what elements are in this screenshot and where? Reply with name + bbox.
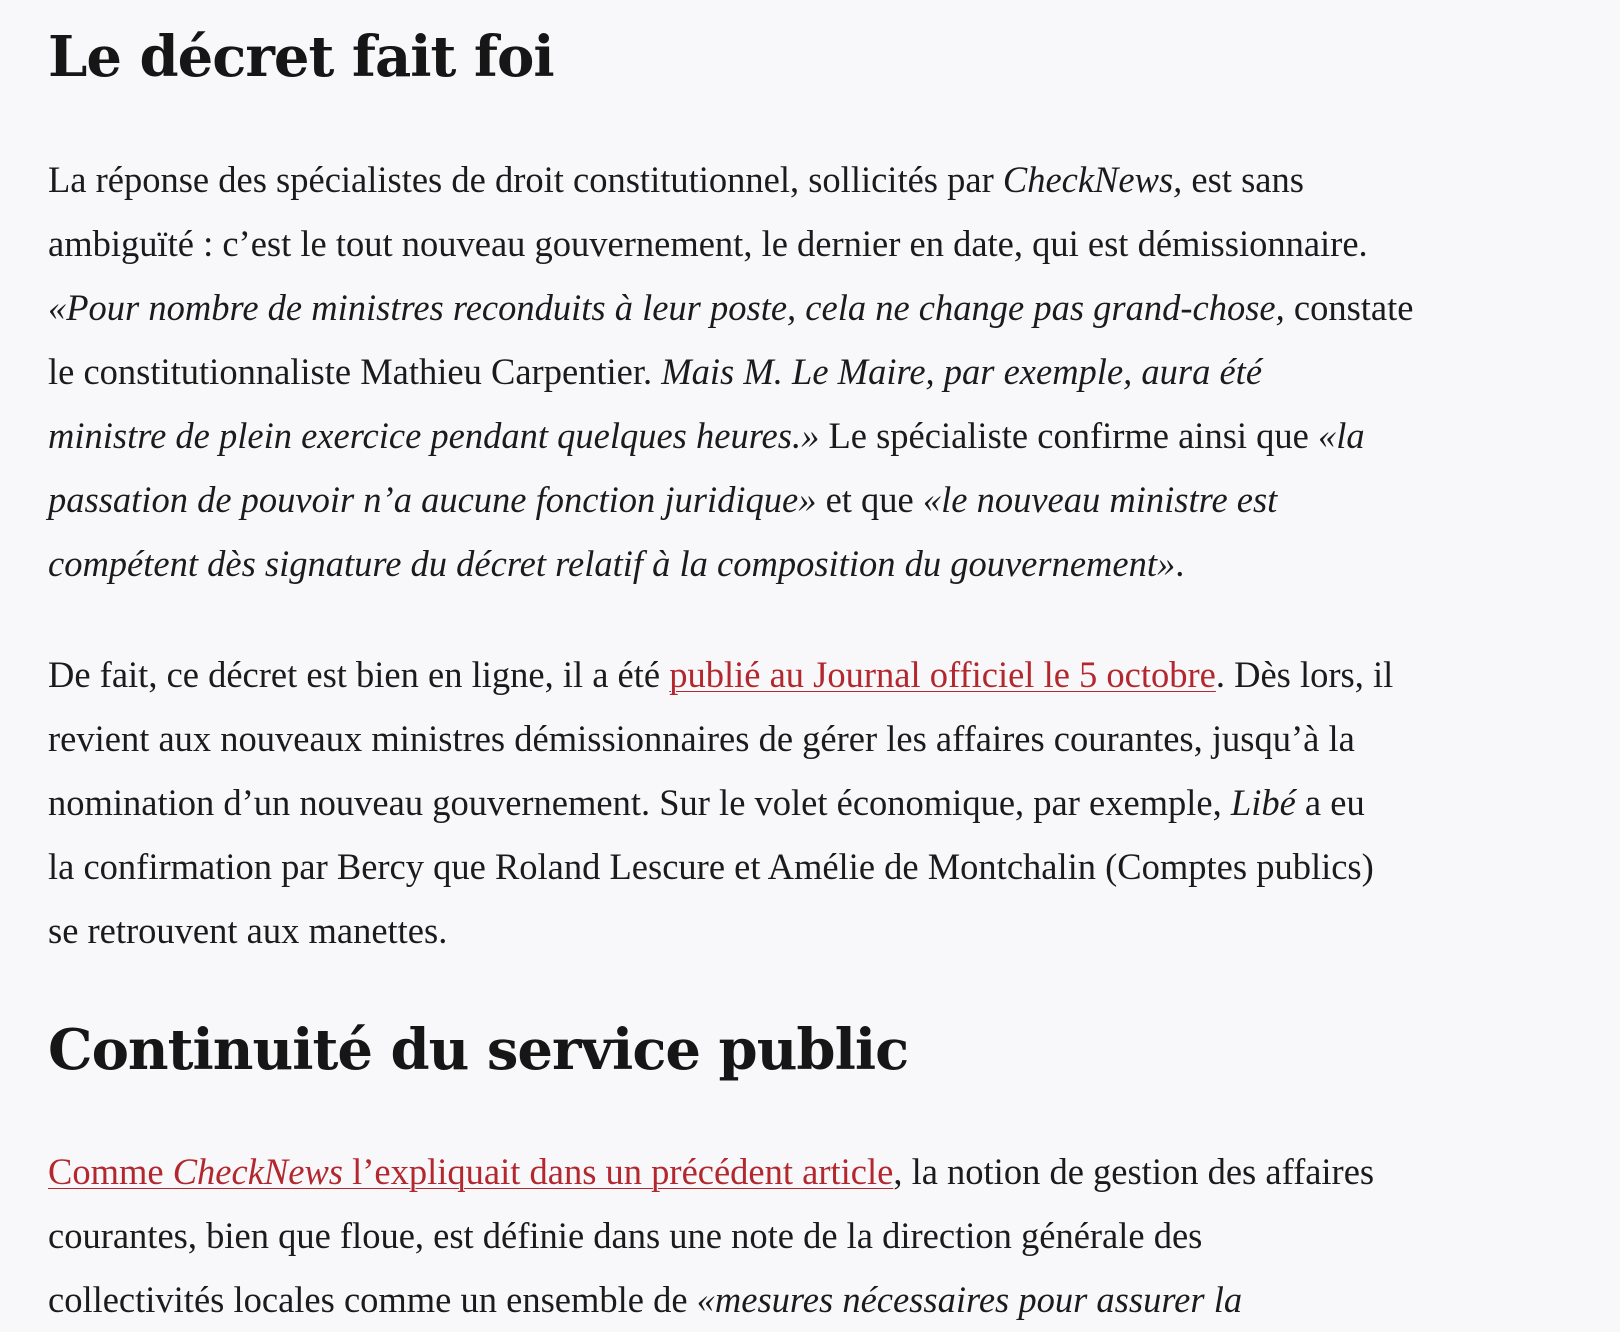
text-span: est sans <box>1182 159 1304 200</box>
text-span: De fait, ce décret est bien en ligne, il a été <box>48 654 670 695</box>
paragraph-affaires-courantes <box>48 1140 1588 1332</box>
text-span: , la notion de gestion des affaires <box>893 1151 1375 1192</box>
text-span: La réponse des spécialistes de droit constitutionnel, sollicités par <box>48 159 1003 200</box>
quote-span: Mais M. Le Maire, par exemple, aura été <box>661 351 1263 392</box>
text-span: le constitutionnaliste Mathieu Carpentier. <box>48 351 662 392</box>
text-line <box>48 771 1588 835</box>
quote-span: «le nouveau ministre est <box>922 479 1278 520</box>
text-line <box>48 1268 1588 1332</box>
quote-span: «Pour nombre de ministres reconduits à leur poste, cela ne change pas grand-chose, <box>48 287 1285 328</box>
text-line <box>48 468 1588 532</box>
text-span: constate <box>1284 287 1414 328</box>
link-text: l’expliquait dans un précédent article <box>343 1151 894 1192</box>
text-line <box>48 532 1588 596</box>
text-line <box>48 643 1588 707</box>
text-span: . Dès lors, il <box>1215 654 1394 695</box>
quote-span: «la <box>1318 415 1365 456</box>
publication-name: CheckNews <box>172 1151 343 1192</box>
text-line <box>48 1140 1588 1204</box>
text-line: ambiguïté : c’est le tout nouveau gouvernement, le dernier en date, qui est démissionnaire. <box>48 223 1368 264</box>
link-text: Comme <box>48 1151 173 1192</box>
text-span: . <box>1175 543 1185 584</box>
text-span: nomination d’un nouveau gouvernement. Sur le volet économique, par exemple, <box>48 782 1231 823</box>
text-span: collectivités locales comme un ensemble de <box>48 1279 697 1320</box>
quote-span: compétent dès signature du décret relatif à la composition du gouvernement» <box>48 543 1176 584</box>
text-line <box>48 276 1588 340</box>
text-line: revient aux nouveaux ministres démissionnaires de gérer les affaires courantes, jusqu’à la <box>48 718 1355 759</box>
text-line: courantes, bien que floue, est définie dans une note de la direction générale des <box>48 1215 1203 1256</box>
text-line: se retrouvent aux manettes. <box>48 910 448 951</box>
quote-span: «mesures nécessaires pour assurer la <box>696 1279 1243 1320</box>
section-heading-continuite: Continuité du service public <box>48 1017 909 1083</box>
text-line <box>48 148 1588 212</box>
text-line <box>48 340 1588 404</box>
publication-name: CheckNews, <box>1002 159 1183 200</box>
quote-span: ministre de plein exercice pendant quelques heures.» <box>48 415 820 456</box>
section-heading-decret: Le décret fait foi <box>48 24 554 90</box>
journal-officiel-link[interactable]: publié au Journal officiel le 5 octobre <box>669 654 1216 695</box>
quote-span: passation de pouvoir n’a aucune fonction juridique» <box>48 479 817 520</box>
text-span: Le spécialiste confirme ainsi que <box>819 415 1318 456</box>
text-span: et que <box>816 479 923 520</box>
text-line <box>48 404 1588 468</box>
text-span: a eu <box>1295 782 1365 823</box>
text-line: la confirmation par Bercy que Roland Lescure et Amélie de Montchalin (Comptes publics) <box>48 846 1374 887</box>
paragraph-journal-officiel <box>48 643 1588 963</box>
publication-name: Libé <box>1230 782 1296 823</box>
previous-article-link[interactable] <box>48 1151 893 1192</box>
paragraph-constitutional-experts <box>48 148 1588 596</box>
